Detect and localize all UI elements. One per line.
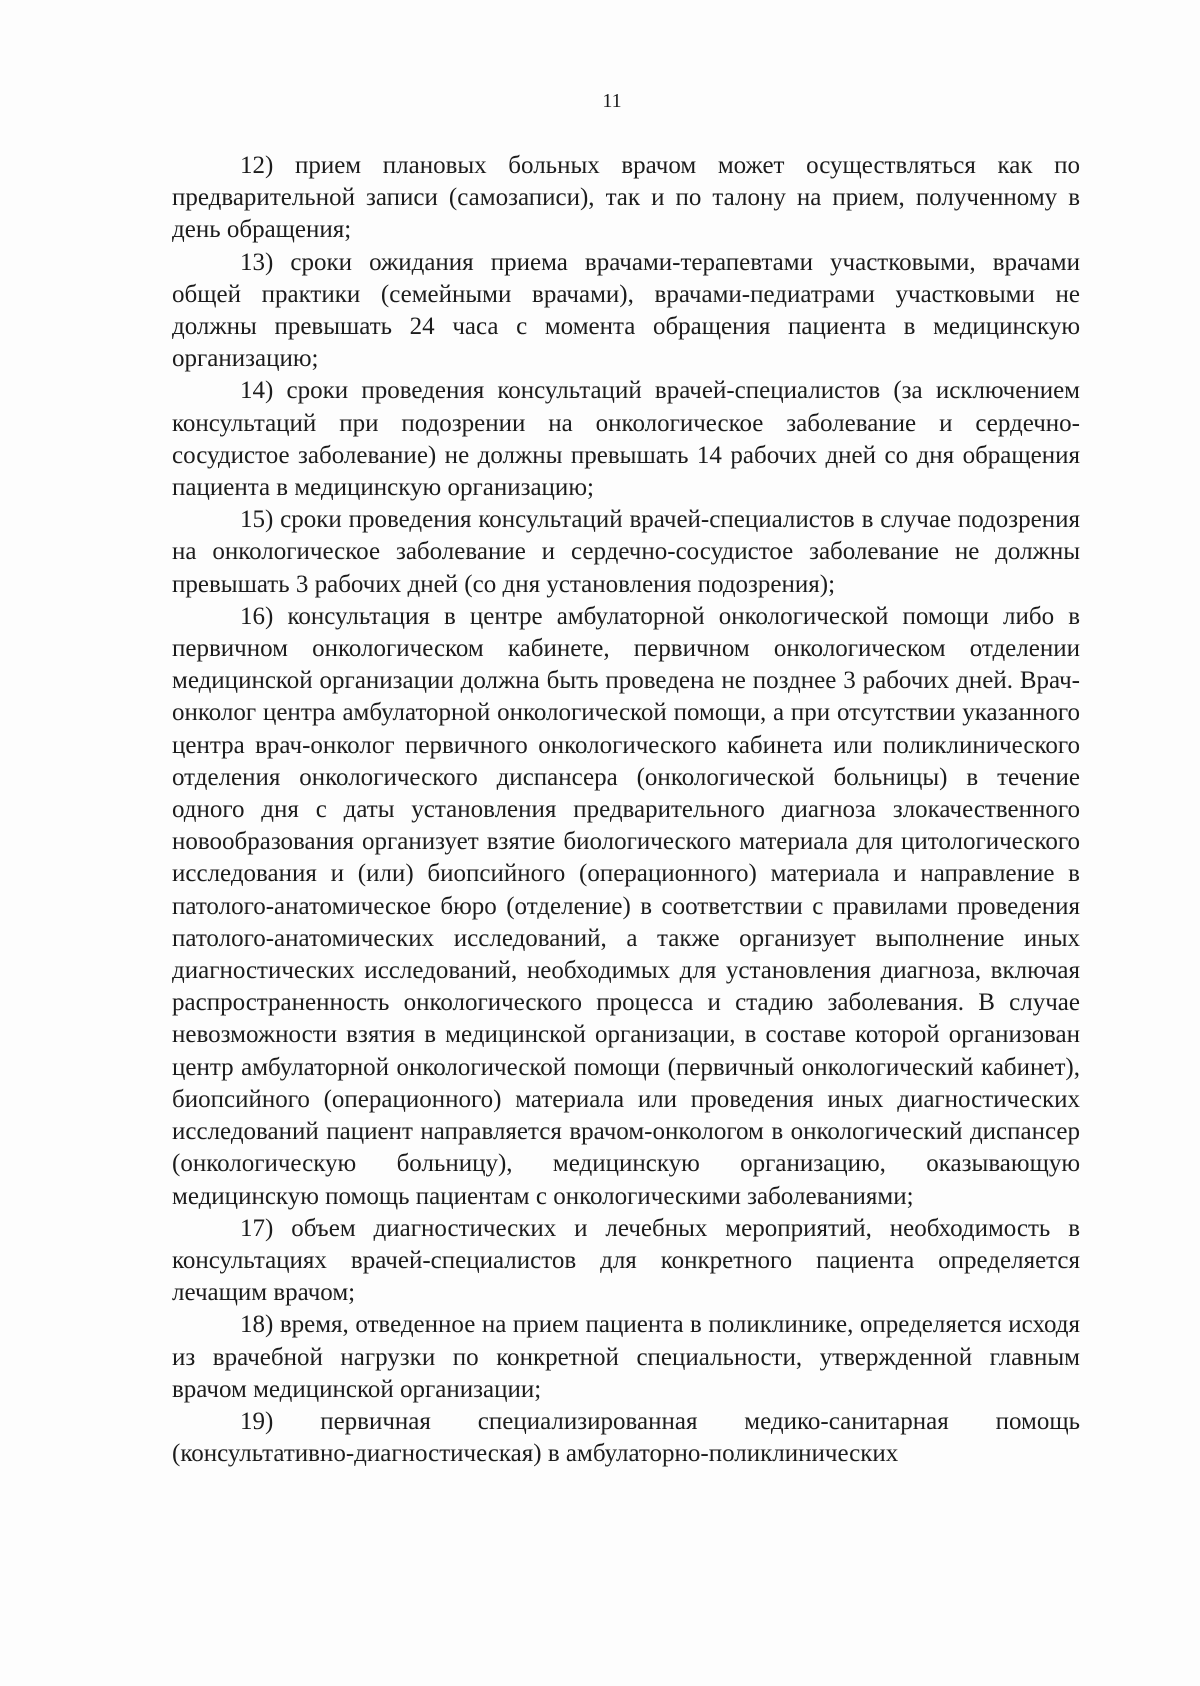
document-body <box>172 150 1080 1470</box>
paragraph-item-14: 14) сроки проведения консультаций врачей-специалистов (за исключением консультаций при подозрении на онкологическое заболевание и сердечно-сосудистое заболевание) не должны превышать 14 рабочих дней со дня обращения пациента в медицинскую организацию; <box>172 377 1080 502</box>
paragraph-item-13: 13) сроки ожидания приема врачами-терапевтами участковыми, врачами общей практики (семейными врачами), врачами-педиатрами участковыми не должны превышать 24 часа с момента обращения пациента в медицинскую организацию; <box>172 248 1080 373</box>
paragraph-item-19: 19) первичная специализированная медико-санитарная помощь (консультативно-диагностическая) в амбулаторно-поликлинических <box>172 1407 1080 1468</box>
paragraph-item-16: 16) консультация в центре амбулаторной онкологической помощи либо в первичном онкологическом кабинете, первичном онкологическом отделении медицинской организации должна быть проведена не позднее 3 рабочих дней. Врач-онколог центра амбулаторной онкологической помощи, а при отсутствии указанного центра врач-онколог первичного онкологического кабинета или поликлинического отделения онкологического диспансера (онкологической больницы) в течение одного дня с даты установления предварительного диагноза злокачественного новообразования организует взятие биологического материала для цитологического исследования и (или) биопсийного (операционного) материала и направление в патолого-анатомическое бюро (отделение) в соответствии с правилами проведения патолого-анатомических исследований, а также организует выполнение иных диагностических исследований, необходимых для установления диагноза, включая распространенность онкологического процесса и стадию заболевания. В случае невозможности взятия в медицинской организации, в составе которой организован центр амбулаторной онкологической помощи (первичный онкологический кабинет), биопсийного (операционного) материала или проведения иных диагностических исследований пациент направляется врачом-онкологом в онкологический диспансер (онкологическую больницу), медицинскую организацию, оказывающую медицинскую помощь пациентам с онкологическими заболеваниями; <box>172 602 1080 1210</box>
paragraph-item-18: 18) время, отведенное на прием пациента в поликлинике, определяется исходя из врачебной нагрузки по конкретной специальности, утвержденной главным врачом медицинской организации; <box>172 1311 1080 1403</box>
paragraph-item-12: 12) прием плановых больных врачом может осуществляться как по предварительной записи (самозаписи), так и по талону на прием, полученному в день обращения; <box>172 152 1080 244</box>
paragraph-item-17: 17) объем диагностических и лечебных мероприятий, необходимость в консультациях врачей-специалистов для конкретного пациента определяется лечащим врачом; <box>172 1214 1080 1307</box>
paragraph-item-15: 15) сроки проведения консультаций врачей-специалистов в случае подозрения на онкологическое заболевание и сердечно-сосудистое заболевание не должны превышать 3 рабочих дней (со дня установления подозрения); <box>172 506 1080 598</box>
page-number: 11 <box>602 90 622 112</box>
